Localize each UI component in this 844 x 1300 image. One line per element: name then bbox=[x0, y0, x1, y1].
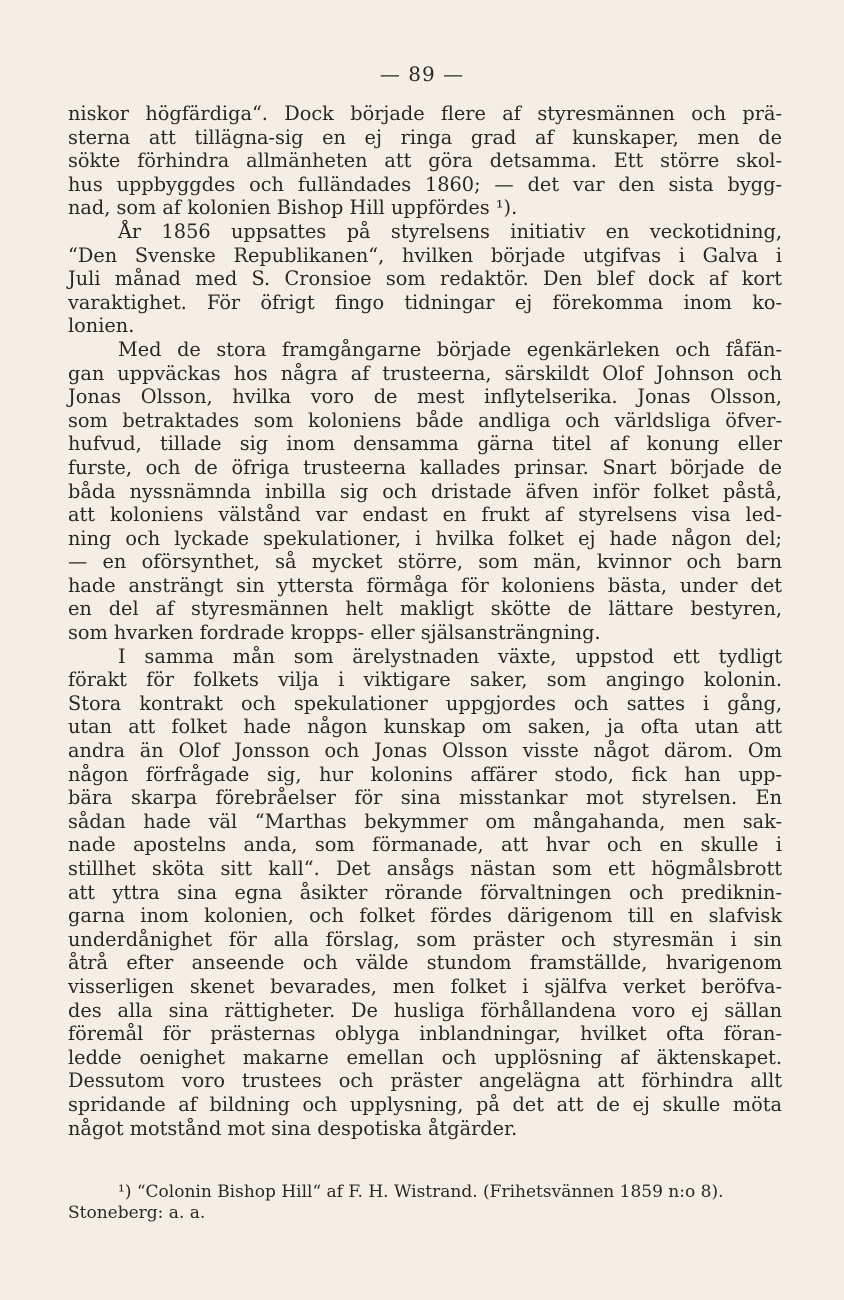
text-line: des alla sina rättigheter. De husliga förhållandena voro ej sällan bbox=[68, 998, 782, 1022]
text-line: stillhet sköta sitt kall“. Det ansågs nästan som ett högmålsbrott bbox=[68, 857, 782, 880]
text-line: andra än Olof Jonsson och Jonas Olsson visste något därom. Om bbox=[68, 739, 782, 763]
text-line: bära skarpa förebråelser för sina misstankar mot styrelsen. En bbox=[68, 786, 782, 810]
text-line: garna inom kolonien, och folket fördes därigenom till en slafvisk bbox=[68, 904, 782, 928]
text-line: utan att folket hade någon kunskap om saken, ja ofta utan att bbox=[68, 715, 782, 739]
text-line: lonien. bbox=[68, 314, 135, 338]
text-line: förakt för folkets vilja i viktigare saker, som angingo kolonin. bbox=[68, 668, 782, 692]
text-line: hade ansträngt sin yttersta förmåga för koloniens bästa, under det bbox=[68, 573, 782, 597]
text-line: År 1856 uppsattes på styrelsens initiativ en veckotidning, bbox=[118, 219, 782, 243]
text-line: visserligen skenet bevarades, men folket i själfva verket beröfva- bbox=[68, 974, 782, 998]
text-line: varaktighet. För öfrigt fingo tidningar ej förekomma inom ko- bbox=[68, 290, 782, 314]
text-line: hus uppbyggdes och fulländades 1860; — det var den sista bygg- bbox=[68, 172, 782, 196]
text-line: åtrå efter anseende och välde stundom framställde, hvarigenom bbox=[68, 951, 782, 975]
text-line: Stora kontrakt och spekulationer uppgjordes och sattes i gång, bbox=[68, 691, 782, 715]
text-line: sterna att tillägna-sig en ej ringa grad af kunskaper, men de bbox=[68, 125, 782, 149]
text-line: ning och lyckade spekulationer, i hvilka folket ej hade någon del; bbox=[68, 526, 782, 550]
text-line: båda nyssnämnda inbilla sig och dristade äfven inför folket påstå, bbox=[68, 479, 782, 503]
page-number: — 89 — bbox=[379, 62, 465, 86]
text-line: nad, som af kolonien Bishop Hill uppfördes ¹). bbox=[68, 196, 518, 220]
text-line: I samma mån som ärelystnaden växte, uppstod ett tydligt bbox=[118, 644, 782, 668]
text-line: som hvarken fordrade kropps- eller själsansträngning. bbox=[68, 621, 601, 645]
text-line: som betraktades som koloniens både andliga och världsliga öfver- bbox=[68, 408, 782, 432]
text-line: furste, och de öfriga trusteerna kallades prinsar. Snart började de bbox=[68, 455, 782, 479]
footnotes bbox=[68, 1182, 782, 1224]
text-line: något motstånd mot sina despotiska åtgärder. bbox=[68, 1116, 518, 1140]
text-line: en del af styresmännen helt makligt skötte de lättare bestyren, bbox=[68, 597, 782, 621]
text-line: att yttra sina egna åsikter rörande förvaltningen och prediknin- bbox=[68, 880, 782, 904]
text-line: niskor högfärdiga“. Dock började flere af styresmännen och prä- bbox=[68, 102, 782, 125]
footnote-line: Stoneberg: a. a. bbox=[68, 1203, 206, 1223]
text-line: spridande af bildning och upplysning, på det att de ej skulle möta bbox=[68, 1092, 782, 1116]
text-line: Med de stora framgångarne började egenkärleken och fåfän- bbox=[118, 337, 782, 361]
text-line: Dessutom voro trustees och präster angelägna att förhindra allt bbox=[68, 1069, 782, 1093]
text-line: ledde oenighet makarne emellan och upplösning af äktenskapet. bbox=[68, 1045, 782, 1069]
text-line: att koloniens välstånd var endast en frukt af styrelsens visa led- bbox=[68, 503, 782, 527]
body-text bbox=[68, 102, 782, 1140]
text-line: sökte förhindra allmänheten att göra detsamma. Ett större skol- bbox=[68, 149, 782, 173]
text-line: någon förfrågade sig, hur kolonins affärer stodo, fick han upp- bbox=[68, 762, 782, 786]
text-line: Jonas Olsson, hvilka voro de mest inflytelserika. Jonas Olsson, bbox=[68, 385, 782, 409]
text-line: nade apostelns anda, som förmanade, att hvar och en skulle i bbox=[68, 833, 782, 857]
text-line: gan uppväckas hos några af trusteerna, särskildt Olof Johnson och bbox=[68, 361, 782, 385]
text-line: föremål för prästernas oblyga inblandningar, hvilket ofta föran- bbox=[68, 1022, 782, 1046]
text-line: underdånighet för alla förslag, som präster och styresmän i sin bbox=[68, 927, 782, 951]
footnote-line: ¹) “Colonin Bishop Hill“ af F. H. Wistrand. (Frihetsvännen 1859 n:o 8). bbox=[118, 1182, 724, 1202]
text-line: sådan hade väl “Marthas bekymmer om mångahanda, men sak- bbox=[68, 809, 782, 833]
text-line: “Den Svenske Republikanen“, hvilken började utgifvas i Galva i bbox=[68, 243, 782, 267]
text-line: Juli månad med S. Cronsioe som redaktör. Den blef dock af kort bbox=[68, 267, 782, 291]
text-line: — en oförsynthet, så mycket större, som män, kvinnor och barn bbox=[68, 550, 782, 574]
text-line: hufvud, tillade sig inom densamma gärna titel af konung eller bbox=[68, 432, 782, 456]
